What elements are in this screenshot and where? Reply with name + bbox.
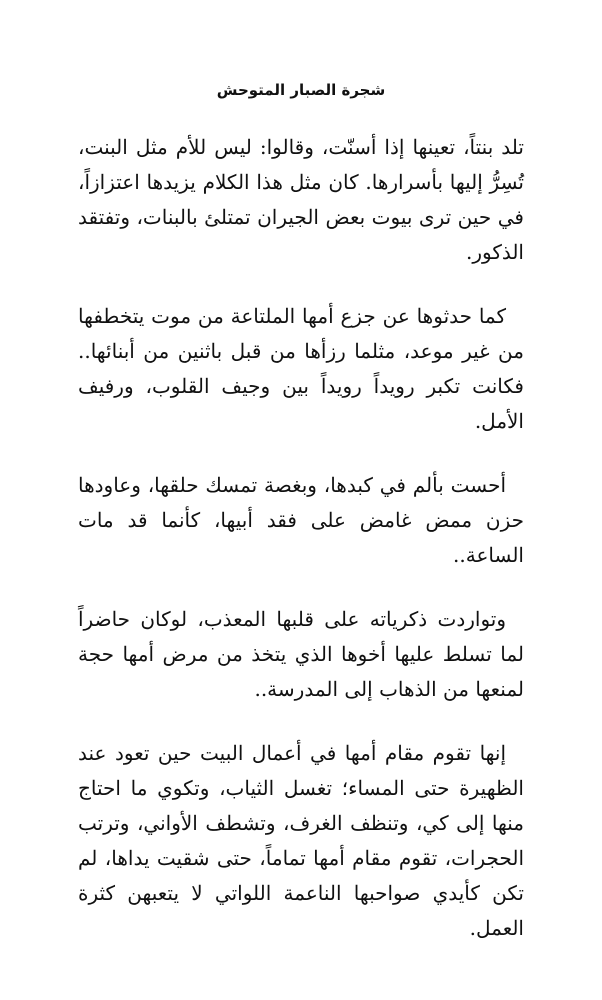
paragraph-5: إنها تقوم مقام أمها في أعمال البيت حين تعود عند الظهيرة حتى المساء؛ تغسل الثياب، وتكوي ما احتاج منها إلى كي، وتنظف الغرف، وتشطف الأواني، وترتب الحجرات، تقوم مقام أمها تماماً، حتى شقيت يداها، لم تكن كأيدي صواحبها الناعمة اللواتي لا يتعبهن كثرة العمل. [78,741,524,940]
body-text [78,130,524,975]
paragraph-4: وتواردت ذكرياته على قلبها المعذب، لوكان حاضراً لما تسلط عليها أخوها الذي يتخذ من مرض أمها حجة لمنعها من الذهاب إلى المدرسة.. [78,607,524,701]
paragraph-3: أحست بألم في كبدها، وبغصة تمسك حلقها، وعاودها حزن ممض غامض على فقد أبيها، كأنما قد مات الساعة.. [78,473,524,567]
paragraph-2: كما حدثوها عن جزع أمها الملتاعة من موت يتخطفها من غير موعد، مثلما رزأها من قبل باثنين من أبنائها.. فكانت تكبر رويداً رويداً بين وجيف القلوب، ورفيف الأمل. [78,304,524,433]
chapter-title: شجرة الصبار المتوحش [216,81,386,99]
paragraph-1: تلد بنتاً، تعينها إذا أسنّت، وقالوا: ليس للأم مثل البنت، تُسِرُّ إليها بأسرارها. كان مثل هذا الكلام يزيدها اعتزازاً، في حين ترى بيوت بعض الجيران تمتلئ بالبنات، وتفتقد الذكور. [78,135,524,264]
